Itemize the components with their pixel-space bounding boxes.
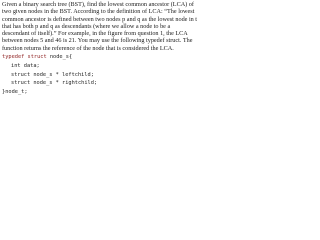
code-line-rightchild: struct node_s * rightchild; — [11, 80, 98, 87]
problem-statement: Given a binary search tree (BST), find the lowest common ancestor (LCA) of two given nodes in the BST. According to the definition of LCA: “The lowest common ancestor is defined between two nodes p and q as the lowest node in t that has both p and q as descendants (where we allow a node to be a descendant of itself).” For example, in the figure from question 1, the LCA between nodes 5 and 46 is 21. You may use the following typedef struct. The function returns the reference of the node that is considered the LCA. — [2, 1, 198, 52]
code-keyword: typedef struct — [2, 54, 47, 61]
code-line-data: int data; — [11, 62, 40, 69]
code-block — [2, 53, 198, 97]
code-line-leftchild: struct node_s * leftchild; — [11, 71, 94, 78]
code-line-close: }node_t; — [2, 89, 28, 96]
code-struct-name: node_s{ — [46, 54, 73, 61]
document — [2, 1, 198, 97]
code-line-typedef — [2, 53, 198, 62]
